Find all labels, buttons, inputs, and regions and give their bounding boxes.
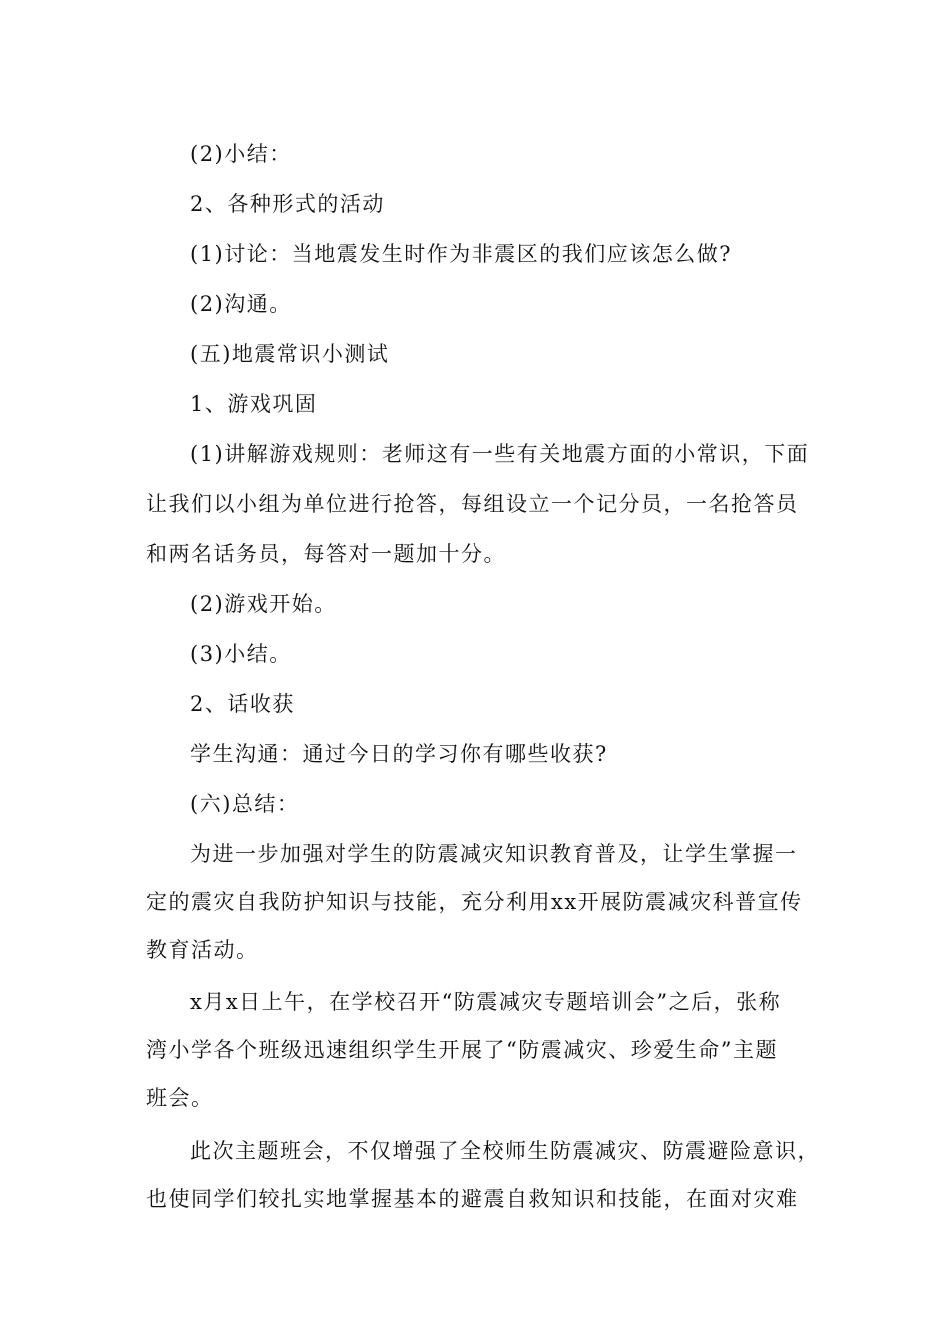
text-line: 2、各种形式的活动 [190, 192, 385, 216]
section-heading: (六)总结： [190, 792, 300, 816]
text-line: 1、游戏巩固 [190, 392, 318, 416]
text-line: 学生沟通：通过今日的学习你有哪些收获? [190, 742, 608, 766]
section-heading: (五)地震常识小测试 [190, 342, 390, 366]
text-line: x月x日上午，在学校召开“防震减灾专题培训会”之后，张称 [190, 990, 782, 1014]
text-line: 湾小学各个班级迅速组织学生开展了“防震减灾、珍爱生命”主题 [146, 1038, 778, 1062]
text-line: 教育活动。 [146, 938, 259, 962]
text-line: (3)小结。 [190, 642, 292, 666]
text-line: (1)讨论：当地震发生时作为非震区的我们应该怎么做? [190, 242, 733, 266]
text-line: (2)小结： [190, 142, 292, 166]
text-line: 为进一步加强对学生的防震减灾知识教育普及，让学生掌握一 [190, 842, 798, 866]
text-line: (2)沟通。 [190, 292, 292, 316]
text-line: 此次主题班会，不仅增强了全校师生防震减灾、防震避险意识， [190, 1139, 820, 1163]
text-line: 2、话收获 [190, 692, 295, 716]
text-line: (2)游戏开始。 [190, 592, 337, 616]
text-line: 定的震灾自我防护知识与技能，充分利用xx开展防震减灾科普宣传 [146, 890, 803, 914]
text-line: 也使同学们较扎实地掌握基本的避震自救知识和技能，在面对灾难 [146, 1187, 799, 1211]
text-line: (1)讲解游戏规则：老师这有一些有关地震方面的小常识，下面 [190, 442, 810, 466]
text-line: 班会。 [146, 1086, 214, 1110]
text-line: 让我们以小组为单位进行抢答，每组设立一个记分员，一名抢答员 [146, 492, 799, 516]
text-line: 和两名话务员，每答对一题加十分。 [146, 542, 506, 566]
